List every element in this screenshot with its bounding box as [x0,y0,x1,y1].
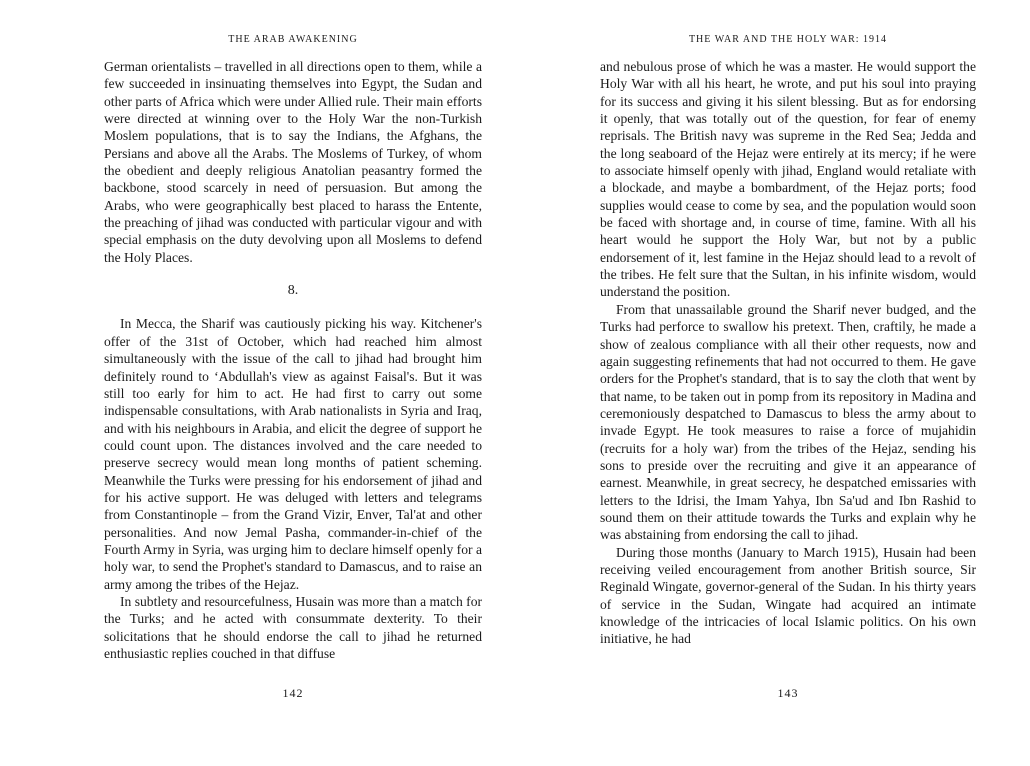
right-page [600,34,976,700]
page-number: 142 [282,686,304,700]
left-page [104,34,483,700]
paragraph: In subtlety and resourcefulness, Husain was more than a match for the Turks; and he acted with consummate dexterity. To their solicitations that he should endorse the call to jihad he returned enthusiastic replies couched in that diffuse [104,593,483,661]
page-number: 143 [777,686,799,700]
paragraph: During those months (January to March 1915), Husain had been receiving veiled encouragement from another British source, Sir Reginald Wingate, governor-general of the Sudan. In his thirty years of service in the Sudan, Wingate had acquired an intimate knowledge of the intricacies of local Islamic politics. On his own initiative, he had [600,544,976,647]
paragraph: German orientalists – travelled in all directions open to them, while a few succeeded in insinuating themselves into Egypt, the Sudan and other parts of Africa which were under Allied rule. Their main efforts were directed at winning over to the Holy War the non-Turkish Moslem populations, that is to say the Indians, the Afghans, the Persians and above all the Arabs. The Moslems of Turkey, of whom the obedient and deeply religious Anatolian peasantry formed the backbone, stood scarcely in need of persuasion. But among the Arabs, who were geographically best placed to harass the Entente, the preaching of jihad was conducted with particular vigour and with special emphasis on the duty devolving upon all Moslems to defend the Holy Places. [104,59,482,265]
page-text [600,58,976,648]
paragraph: and nebulous prose of which he was a master. He would support the Holy War with all his heart, he wrote, and put his soul into praying for its success and giving it his silent blessing. But as for endorsing it openly, that was totally out of the question, for fear of enemy reprisals. The British navy was supreme in the Red Sea; Jedda and the long seaboard of the Hejaz were entirely at its mercy; if he were to associate himself openly with jihad, England would retaliate with a blockade, and maybe a bombardment, of the Hejaz ports; food supplies would cease to come by sea, and the population would soon be faced with shortage and, in course of time, famine. With all his heart would he support the Holy War, but not by a public endorsement of it, lest famine in the Hejaz should lead to a revolt of the tribes. He felt sure that the Sultan, in his infinite wisdom, would understand the position. [600,59,976,300]
page-text [104,58,482,662]
running-head: THE ARAB AWAKENING [228,34,358,45]
paragraph: From that unassailable ground the Sharif never budged, and the Turks had perforce to swallow his pretext. Then, craftily, he made a show of zealous compliance with all their other requests, now and again suggesting refinements that had not occurred to them. He gave orders for the Prophet's standard, that is to say the cloth that went by that name, to be taken out in pomp from its repository in Madina and ceremoniously despatched to Damascus to bless the army about to invade Egypt. He took measures to raise a force of mujahidin (recruits for a holy war) from the tribes of the Hejaz, sending his sons to preside over the recruiting and give it an appearance of earnest. Meanwhile, in great secrecy, he despatched emissaries with letters to the Idrisi, the Imam Yahya, Ibn Sa'ud and Ibn Rashid to sound them on their attitude towards the Turks and explain why he was abstaining from endorsing the call to jihad. [600,301,976,543]
running-head: THE WAR AND THE HOLY WAR: 1914 [688,34,888,45]
section-number: 8. [287,283,299,299]
paragraph: In Mecca, the Sharif was cautiously picking his way. Kitchener's offer of the 31st of October, which had reached him almost simultaneously with the issue of the call to jihad had brought him definitely round to ‘Abdullah's view as against Faisal's. But it was still too early for him to act. He had first to carry out some indispensable consultations, with Arab nationalists in Syria and Iraq, and with his neighbours in Arabia, and elicit the degree of support he could count upon. The distances involved and the care needed to preserve secrecy would mean long months of patient scheming. Meanwhile the Turks were pressing for his endorsement of jihad and for his active support. He was deluged with letters and telegrams from Constantinople – from the Grand Vizir, Enver, Tal'at and other personalities. And now Jemal Pasha, commander-in-chief of the Fourth Army in Syria, was urging him to declare himself openly for a holy war, to send the Prophet's standard to Damascus, and to raise an army among the tribes of the Hejaz. [104,316,482,592]
